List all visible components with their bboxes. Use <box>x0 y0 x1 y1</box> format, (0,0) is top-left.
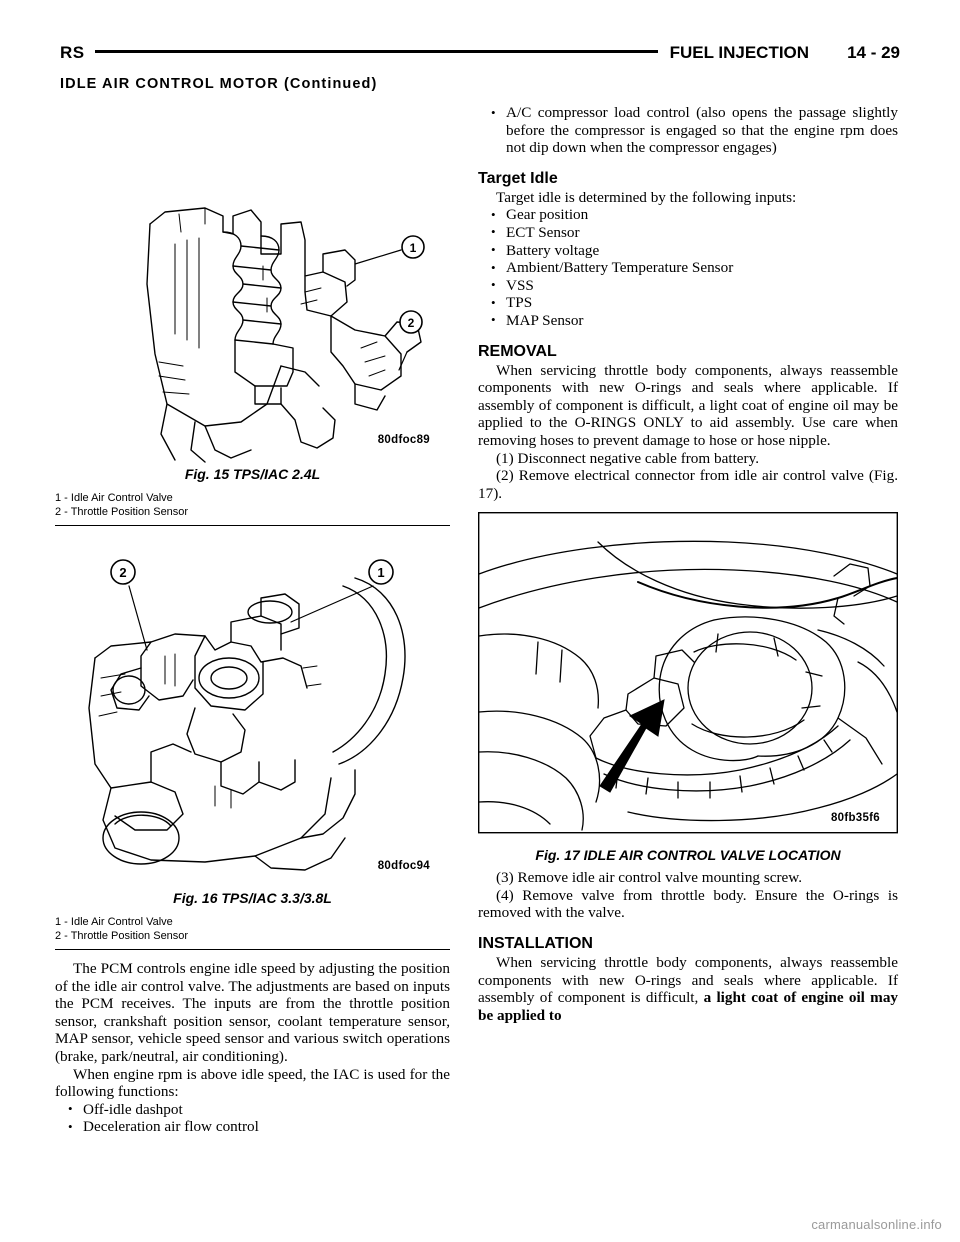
figure-16-legend-item-2: 2 - Throttle Position Sensor <box>55 929 189 942</box>
figure-17 <box>478 512 898 847</box>
right-top-bullet: • A/C compressor load control (also opens the passage slightly before the compressor is engaged so that the engine rpm does not dip down when the compressor engages) <box>478 104 898 157</box>
header-page-number: 14 - 29 <box>847 43 900 62</box>
figure-15-divider <box>55 525 450 526</box>
removal-step-2: (2) Remove electrical connector from idle air control valve (Fig. 17). <box>478 467 898 502</box>
left-column <box>55 104 450 1136</box>
removal-step-4: (4) Remove valve from throttle body. Ensure the O-rings is removed with the valve. <box>478 886 898 922</box>
removal-step-1: (1) Disconnect negative cable from battery. <box>496 449 759 467</box>
removal-step-3: (3) Remove idle air control valve mounting screw. <box>496 869 803 887</box>
figure-15-callout-1: 1 <box>409 241 417 255</box>
figure-17-caption: Fig. 17 IDLE AIR CONTROL VALVE LOCATION <box>535 847 841 864</box>
target-idle-bullet-6: • TPS <box>478 294 898 312</box>
figure-17-code: 80fb35f6 <box>830 812 880 825</box>
figure-16-code: 80dfoc94 <box>377 860 430 872</box>
watermark: carmanualsonline.info <box>811 1217 942 1232</box>
left-bullet-1: • Off-idle dashpot <box>55 1101 450 1119</box>
figure-17-illustration <box>478 512 898 847</box>
target-idle-bullet-4: • Ambient/Battery Temperature Sensor <box>478 259 898 277</box>
installation-text-plain: When servicing throttle body components, always reassemble components with new O-rings and seals where applicable. If assembly of component is difficult, <box>478 954 898 1007</box>
figure-16-legend <box>55 916 450 943</box>
removal-paragraph: When servicing throttle body components, always reassemble components with new O-rings and seals where applicable. If assembly of component is difficult, a light coat of engine oil may be applied to the O-RINGS ONLY to aid assembly. Use care when removing hoses to prevent damage to hose or hose nipple. <box>478 361 898 449</box>
removal-heading: REMOVAL <box>478 342 557 360</box>
left-paragraph-1: The PCM controls engine idle speed by adjusting the position of the idle air control valve. The adjustments are based on inputs the PCM receives. The inputs are from the throttle position sensor, crankshaft position sensor, coolant temperature sensor, MAP sensor, vehicle speed sensor and various switch operations (brake, park/neutral, air conditioning). <box>55 960 450 1065</box>
left-paragraph-2: When engine rpm is above idle speed, the IAC is used for the following functions: <box>55 1065 450 1101</box>
right-top-bullet-list <box>478 104 898 157</box>
figure-16-callout-2: 2 <box>119 565 127 580</box>
header-rule <box>95 50 658 53</box>
target-idle-bullet-3: • Battery voltage <box>478 242 898 260</box>
figure-15-illustration <box>55 104 450 464</box>
figure-15-code: 80dfoc89 <box>377 434 430 446</box>
figure-16-legend-item-1: 1 - Idle Air Control Valve <box>55 916 173 928</box>
installation-paragraph <box>478 954 898 1024</box>
left-bullet-list <box>55 1101 450 1136</box>
figure-15-caption: Fig. 15 TPS/IAC 2.4L <box>184 466 321 482</box>
header-left-label: RS <box>60 43 85 62</box>
right-column <box>478 104 898 1024</box>
installation-text-bold: a light coat of engine oil may be applied to <box>478 989 899 1024</box>
target-idle-bullet-7: • MAP Sensor <box>478 312 898 330</box>
figure-16-callout-1: 1 <box>377 565 385 580</box>
target-idle-bullet-5: • VSS <box>478 277 898 295</box>
figure-15-legend <box>55 492 450 519</box>
target-idle-bullet-1: • Gear position <box>478 206 898 224</box>
left-bullet-2: • Deceleration air flow control <box>55 1118 450 1136</box>
figure-16 <box>55 538 450 888</box>
target-idle-bullets <box>478 206 898 329</box>
page-subtitle: IDLE AIR CONTROL MOTOR (Continued) <box>60 76 378 92</box>
figure-15-legend-item-2: 2 - Throttle Position Sensor <box>55 505 189 518</box>
figure-15-legend-item-1: 1 - Idle Air Control Valve <box>55 492 173 504</box>
target-idle-heading: Target Idle <box>478 169 558 187</box>
target-idle-intro: Target idle is determined by the following inputs: <box>496 188 797 206</box>
figure-15-callout-2: 2 <box>407 316 415 330</box>
target-idle-bullet-2: • ECT Sensor <box>478 224 898 242</box>
page-header <box>60 40 900 66</box>
figure-16-divider <box>55 949 450 950</box>
header-section-title: FUEL INJECTION <box>669 43 810 62</box>
figure-16-illustration <box>55 538 450 888</box>
installation-heading: INSTALLATION <box>478 935 593 953</box>
figure-15 <box>55 104 450 464</box>
figure-16-caption: Fig. 16 TPS/IAC 3.3/3.8L <box>173 890 332 906</box>
